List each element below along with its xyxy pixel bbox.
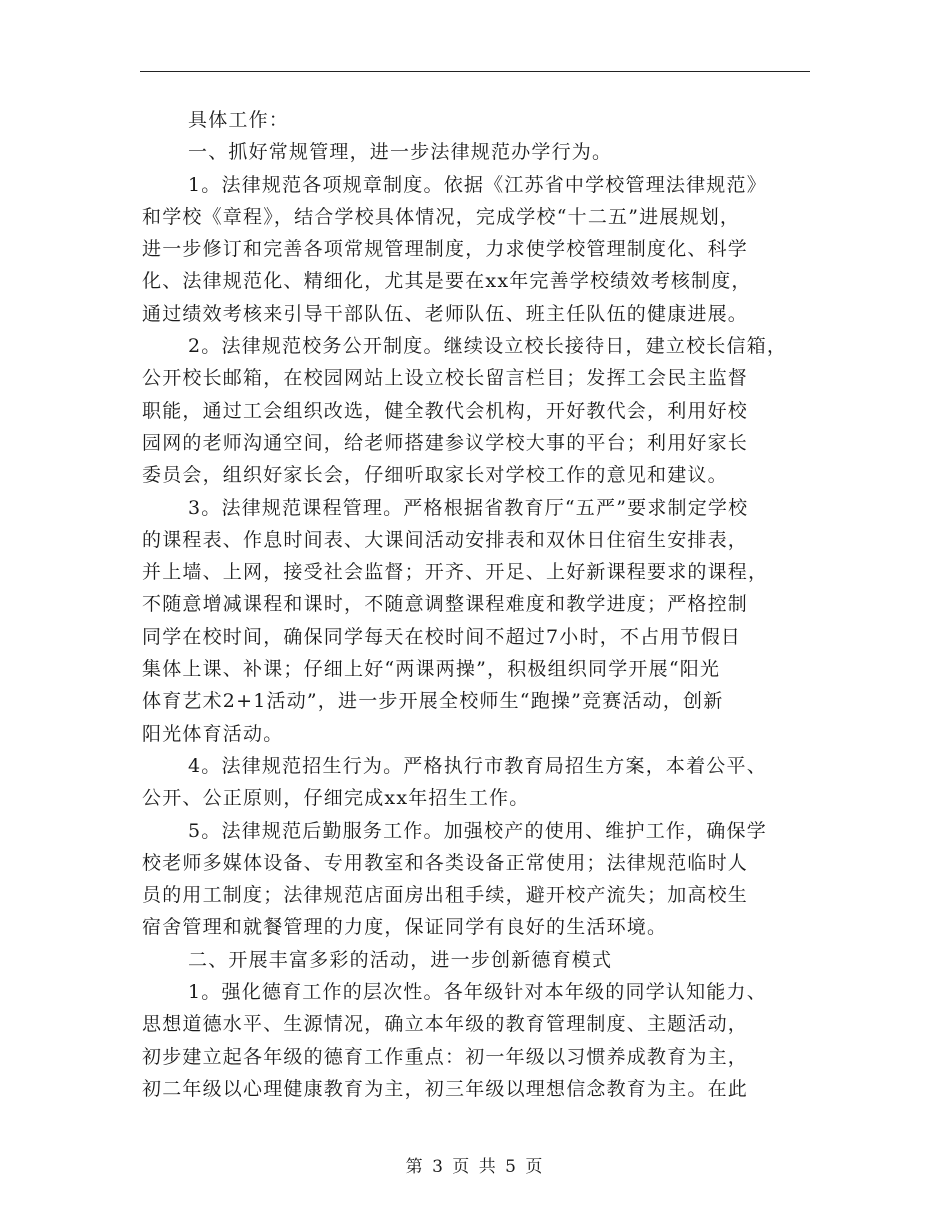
text-line: 思想道德水平、生源情况，确立本年级的教育管理制度、主题活动， — [142, 1013, 749, 1036]
text-line: 阳光体育活动。 — [142, 722, 284, 745]
text-line: 1。法律规范各项规章制度。依据《江苏省中学校管理法律规范》 — [188, 173, 767, 196]
text-line: 委员会，组织好家长会，仔细听取家长对学校工作的意见和建议。 — [142, 464, 728, 487]
text-line: 集体上课、补课；仔细上好“两课两操”，积极组织同学开展“阳光 — [142, 658, 721, 681]
text-line: 的课程表、作息时间表、大课间活动安排表和双休日住宿生安排表， — [142, 528, 749, 551]
text-line: 公开、公正原则，仔细完成xx年招生工作。 — [142, 787, 530, 810]
text-line: 二、开展丰富多彩的活动，进一步创新德育模式 — [188, 948, 613, 971]
page-footer: 第 3 页 共 5 页 — [405, 1157, 545, 1177]
text-line: 校老师多媒体设备、专用教室和各类设备正常使用；法律规范临时人 — [142, 851, 749, 874]
text-line: 体育艺术2+1活动”，进一步开展全校师生“跑操”竞赛活动，创新 — [142, 690, 724, 713]
text-line: 通过绩效考核来引导干部队伍、老师队伍、班主任队伍的健康进展。 — [142, 302, 749, 325]
text-line: 3。法律规范课程管理。严格根据省教育厅“五严”要求制定学校 — [188, 496, 749, 519]
text-line: 和学校《章程》，结合学校具体情况，完成学校“十二五”进展规划， — [142, 205, 741, 228]
text-line: 公开校长邮箱，在校园网站上设立校长留言栏目；发挥工会民主监督 — [142, 367, 749, 390]
text-line: 初步建立起各年级的德育工作重点：初一年级以习惯养成教育为主， — [142, 1045, 749, 1068]
text-line: 5。法律规范后勤服务工作。加强校产的使用、维护工作，确保学 — [188, 819, 767, 842]
text-line: 宿舍管理和就餐管理的力度，保证同学有良好的生活环境。 — [142, 916, 668, 939]
text-line: 2。法律规范校务公开制度。继续设立校长接待日，建立校长信箱， — [188, 335, 788, 358]
header-rule — [140, 71, 810, 72]
text-line: 员的用工制度；法律规范店面房出租手续，避开校产流失；加高校生 — [142, 884, 749, 907]
text-line: 一、抓好常规管理，进一步法律规范办学行为。 — [188, 141, 613, 164]
text-line: 并上墙、上网，接受社会监督；开齐、开足、上好新课程要求的课程， — [142, 561, 769, 584]
text-line: 进一步修订和完善各项常规管理制度，力求使学校管理制度化、科学 — [142, 238, 749, 261]
text-line: 职能，通过工会组织改选，健全教代会机构，开好教代会，利用好校 — [142, 399, 749, 422]
text-line: 4。法律规范招生行为。严格执行市教育局招生方案，本着公平、 — [188, 754, 767, 777]
text-line: 1。强化德育工作的层次性。各年级针对本年级的同学认知能力、 — [188, 981, 767, 1004]
text-line: 具体工作： — [188, 109, 290, 131]
text-line: 同学在校时间，确保同学每天在校时间不超过7小时，不占用节假日 — [142, 625, 742, 648]
text-line: 园网的老师沟通空间，给老师搭建参议学校大事的平台；利用好家长 — [142, 431, 749, 454]
text-line: 初二年级以心理健康教育为主，初三年级以理想信念教育为主。在此 — [142, 1077, 749, 1100]
text-line: 化、法律规范化、精细化，尤其是要在xx年完善学校绩效考核制度， — [142, 270, 752, 293]
document-body — [142, 104, 812, 1105]
text-line: 不随意增减课程和课时，不随意调整课程难度和教学进度；严格控制 — [142, 593, 749, 616]
